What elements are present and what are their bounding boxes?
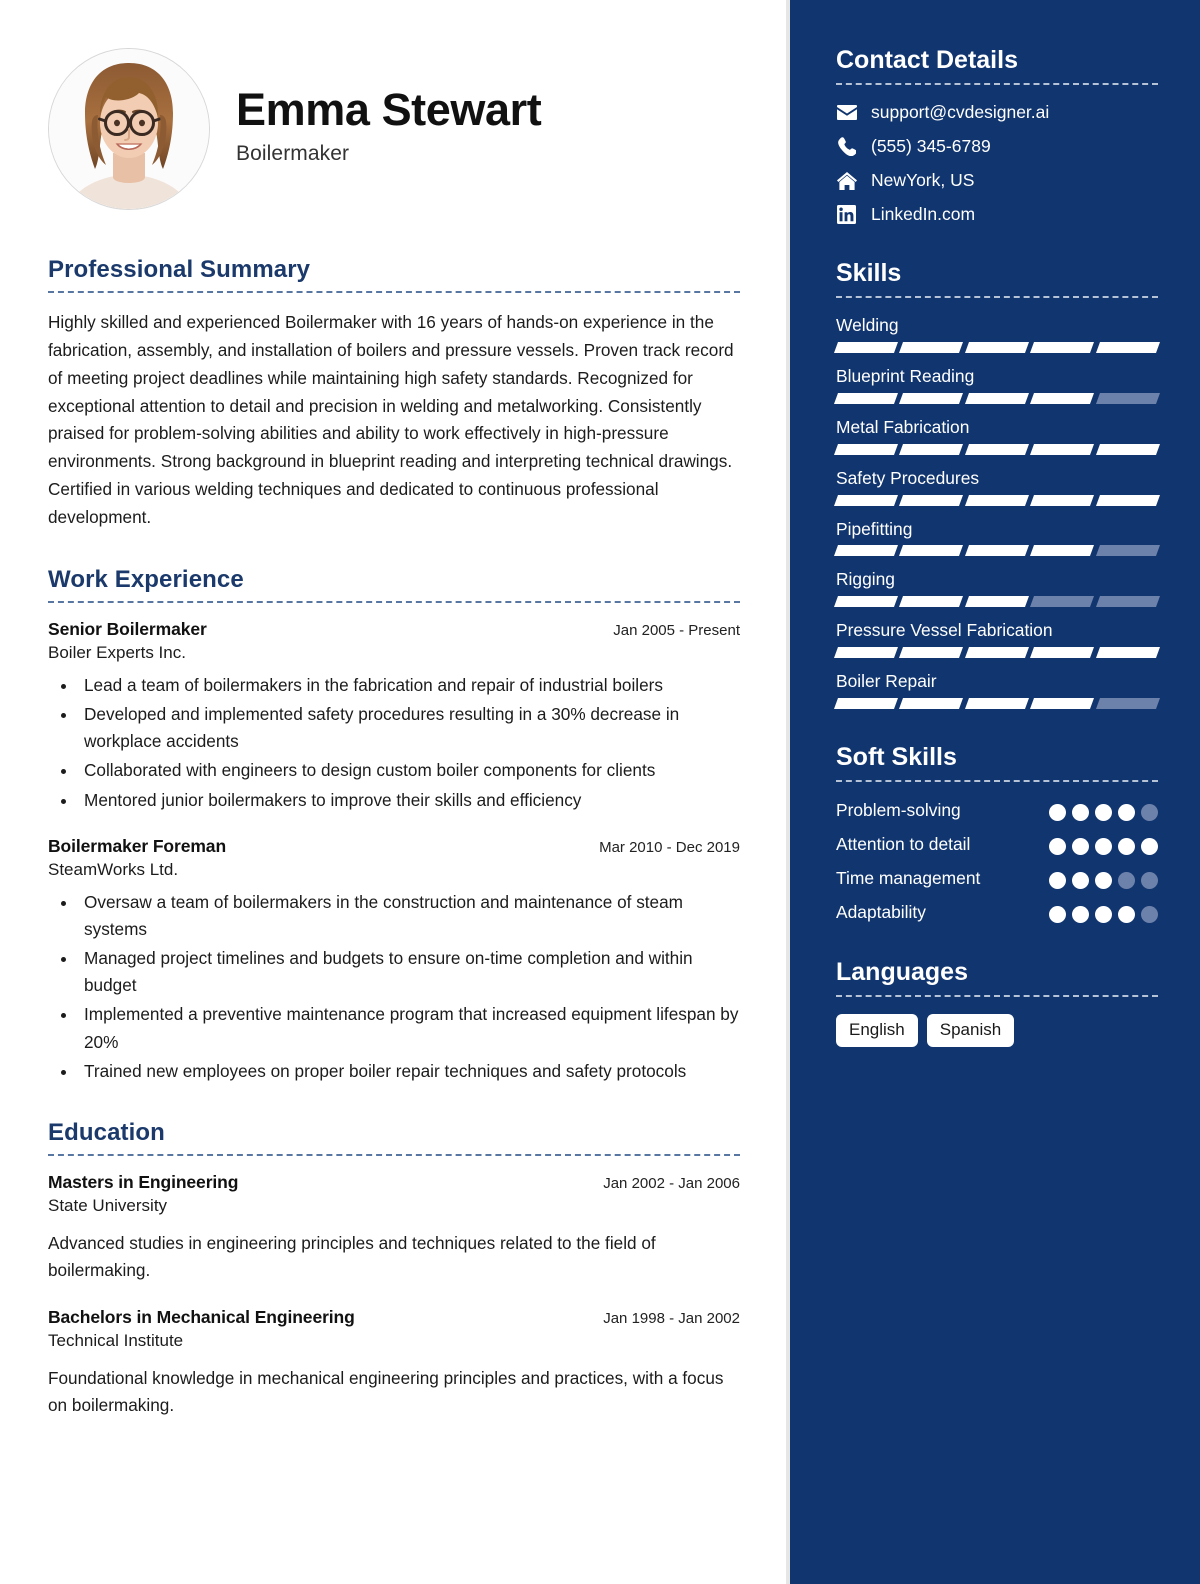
skill-segment	[965, 495, 1029, 506]
skill-segment	[1096, 698, 1160, 709]
skill-segment	[899, 545, 963, 556]
avatar	[48, 48, 210, 210]
institution-name: State University	[48, 1195, 168, 1215]
skill-segment	[1030, 698, 1094, 709]
skill-segment	[1096, 342, 1160, 353]
skill-row	[836, 468, 1158, 506]
skill-segment	[1030, 342, 1094, 353]
phone-icon	[836, 136, 857, 157]
summary-text: Highly skilled and experienced Boilermaker with 16 years of hands-on experience in the fabrication, assembly, and installation of boilers and pressure vessels. Proven track record of meeting project deadlines while maintaining high safety standards. Recognized for exceptional attention to detail and precision in welding and metalworking. Consistently praised for problem-solving abilities and ability to work effectively in high-pressure environments. Strong background in blueprint reading and interpreting technical drawings. Certified in various welding techniques and dedicated to continuous professional development.	[48, 312, 734, 528]
skill-segment	[1096, 444, 1160, 455]
skill-segment	[834, 342, 898, 353]
sidebar-title: Languages	[836, 957, 968, 986]
contact-value: (555) 345-6789	[871, 136, 991, 156]
skill-segment	[1030, 444, 1094, 455]
skill-bar	[836, 495, 1158, 506]
sidebar-section-skills	[836, 259, 1158, 709]
entry-header	[48, 836, 740, 857]
institution-name: Technical Institute	[48, 1330, 184, 1350]
skill-row	[836, 366, 1158, 404]
rating-dot	[1095, 872, 1112, 889]
rating-dot	[1049, 838, 1066, 855]
rating-dot	[1095, 804, 1112, 821]
skill-segment	[1096, 596, 1160, 607]
rating-dot	[1049, 804, 1066, 821]
skill-bar	[836, 596, 1158, 607]
work-entry	[48, 836, 740, 1085]
skill-segment	[834, 647, 898, 658]
skill-segment	[1096, 647, 1160, 658]
skill-row	[836, 315, 1158, 353]
job-bullets	[78, 672, 740, 814]
home-icon	[836, 170, 857, 191]
contact-value: support@cvdesigner.ai	[871, 102, 1050, 122]
soft-skill-label: Attention to detail	[836, 833, 971, 854]
sidebar-title: Contact Details	[836, 46, 1018, 74]
education-entry	[48, 1172, 740, 1285]
skill-label: Metal Fabrication	[836, 416, 970, 437]
skill-row	[836, 569, 1158, 607]
skill-label: Welding	[836, 315, 899, 335]
skill-segment	[965, 647, 1029, 658]
skill-bar	[836, 444, 1158, 455]
soft-skill-row	[836, 901, 1158, 924]
skill-segment	[834, 545, 898, 556]
skill-label: Pipefitting	[836, 518, 913, 539]
skill-segment	[834, 444, 898, 455]
work-entry	[48, 619, 740, 814]
job-date: Jan 2005 - Present	[613, 621, 740, 639]
degree-description: Foundational knowledge in mechanical engineering principles and practices, with a focus on boilermaking.	[48, 1367, 724, 1416]
section-title: Work Experience	[48, 565, 244, 593]
job-title: Boilermaker	[236, 142, 350, 166]
degree-date: Jan 1998 - Jan 2002	[603, 1309, 740, 1327]
skill-segment	[965, 596, 1029, 607]
skill-segment	[1030, 545, 1094, 556]
bullet-item: • Lead a team of boilermakers in the fabrication and repair of industrial boilers	[78, 672, 740, 699]
bullet-item: • Developed and implemented safety procedures resulting in a 30% decrease in workplace accidents	[78, 701, 740, 755]
skill-segment	[1030, 596, 1094, 607]
section-professional-summary	[48, 256, 740, 532]
skill-bar	[836, 393, 1158, 404]
profile-photo-illustration	[49, 49, 209, 209]
bullet-item: • Oversaw a team of boilermakers in the construction and maintenance of steam systems	[78, 889, 740, 943]
bullet-item: • Mentored junior boilermakers to improve their skills and efficiency	[78, 787, 740, 814]
entry-header	[48, 619, 740, 640]
skill-segment	[965, 698, 1029, 709]
skill-row	[836, 620, 1158, 658]
rating-dot	[1141, 838, 1158, 855]
rating-dot	[1118, 906, 1135, 923]
job-date: Mar 2010 - Dec 2019	[599, 838, 740, 856]
sidebar-divider	[836, 83, 1158, 85]
education-entry	[48, 1307, 740, 1420]
rating-dot	[1141, 906, 1158, 923]
section-divider	[48, 291, 740, 293]
skill-segment	[899, 342, 963, 353]
skill-segment	[1030, 495, 1094, 506]
skill-segment	[899, 444, 963, 455]
soft-skill-row	[836, 799, 1158, 822]
section-divider	[48, 1154, 740, 1156]
contact-value: LinkedIn.com	[871, 204, 976, 224]
skill-bar	[836, 545, 1158, 556]
skill-row	[836, 519, 1158, 557]
sidebar-divider	[836, 995, 1158, 997]
resume-header	[48, 48, 740, 210]
soft-skill-dots	[1049, 867, 1158, 889]
rating-dot	[1118, 838, 1135, 855]
skill-segment	[1096, 393, 1160, 404]
sidebar-section-contact	[836, 46, 1158, 225]
language-chip[interactable]: Spanish	[927, 1014, 1014, 1047]
soft-skill-row	[836, 867, 1158, 890]
rating-dot	[1118, 872, 1135, 889]
skill-segment	[1030, 393, 1094, 404]
skill-segment	[834, 495, 898, 506]
contact-list	[836, 102, 1158, 225]
soft-skill-dots	[1049, 901, 1158, 923]
skill-segment	[899, 698, 963, 709]
degree-name: Bachelors in Mechanical Engineering	[48, 1306, 355, 1327]
rating-dot	[1141, 872, 1158, 889]
linkedin-icon	[836, 204, 857, 225]
soft-skill-dots	[1049, 799, 1158, 821]
soft-skill-dots	[1049, 833, 1158, 855]
skill-segment	[899, 596, 963, 607]
degree-name: Masters in Engineering	[48, 1171, 239, 1192]
skill-segment	[965, 342, 1029, 353]
skill-row	[836, 417, 1158, 455]
bullet-item: • Collaborated with engineers to design custom boiler components for clients	[78, 757, 740, 784]
sidebar-section-soft-skills	[836, 743, 1158, 924]
skill-label: Blueprint Reading	[836, 365, 975, 386]
skill-segment	[1096, 495, 1160, 506]
language-chip-list	[836, 1014, 1158, 1047]
bullet-item: • Managed project timelines and budgets to ensure on-time completion and within budget	[78, 945, 740, 999]
email-icon	[836, 102, 857, 123]
soft-skill-row	[836, 833, 1158, 856]
rating-dot	[1072, 838, 1089, 855]
soft-skill-label: Time management	[836, 867, 981, 888]
job-bullets	[78, 889, 740, 1085]
entry-header	[48, 1307, 740, 1328]
section-education	[48, 1119, 740, 1420]
skill-segment	[965, 393, 1029, 404]
skill-bar	[836, 698, 1158, 709]
rating-dot	[1141, 804, 1158, 821]
rating-dot	[1095, 838, 1112, 855]
sidebar-title: Skills	[836, 259, 902, 287]
skill-bar	[836, 647, 1158, 658]
skill-segment	[834, 596, 898, 607]
degree-date: Jan 2002 - Jan 2006	[603, 1174, 740, 1192]
job-organization: Boiler Experts Inc.	[48, 642, 186, 662]
sidebar-title: Soft Skills	[836, 743, 957, 771]
rating-dot	[1095, 906, 1112, 923]
rating-dot	[1072, 872, 1089, 889]
skill-label: Rigging	[836, 569, 895, 590]
skill-segment	[834, 698, 898, 709]
job-organization: SteamWorks Ltd.	[48, 859, 179, 879]
contact-item-email[interactable]	[836, 102, 1158, 123]
job-role: Boilermaker Foreman	[48, 835, 227, 856]
skill-row	[836, 671, 1158, 709]
bullet-item: • Trained new employees on proper boiler repair techniques and safety protocols	[78, 1058, 740, 1085]
section-title: Professional Summary	[48, 256, 311, 283]
contact-item-location[interactable]	[836, 170, 1158, 191]
skill-segment	[965, 545, 1029, 556]
contact-item-phone[interactable]	[836, 136, 1158, 157]
full-name: Emma Stewart	[236, 83, 542, 135]
skill-segment	[1030, 647, 1094, 658]
entry-header	[48, 1172, 740, 1193]
rating-dot	[1118, 804, 1135, 821]
skill-segment	[899, 495, 963, 506]
skill-label: Safety Procedures	[836, 467, 980, 488]
skill-segment	[834, 393, 898, 404]
section-work-experience	[48, 566, 740, 1085]
name-block	[236, 83, 542, 173]
sidebar-divider	[836, 780, 1158, 782]
skill-segment	[899, 393, 963, 404]
rating-dot	[1072, 804, 1089, 821]
sidebar-section-languages	[836, 958, 1158, 1047]
contact-value: NewYork, US	[871, 170, 975, 190]
job-role: Senior Boilermaker	[48, 618, 207, 639]
sidebar-divider	[836, 296, 1158, 298]
language-chip[interactable]: English	[836, 1014, 918, 1047]
skill-segment	[1096, 545, 1160, 556]
contact-item-linkedin[interactable]	[836, 204, 1158, 225]
soft-skill-label: Problem-solving	[836, 800, 961, 820]
rating-dot	[1049, 872, 1066, 889]
bullet-item: • Implemented a preventive maintenance program that increased equipment lifespan by 20%	[78, 1001, 740, 1055]
soft-skill-label: Adaptability	[836, 901, 926, 922]
rating-dot	[1072, 906, 1089, 923]
section-divider	[48, 601, 740, 603]
skill-segment	[899, 647, 963, 658]
rating-dot	[1049, 906, 1066, 923]
section-title: Education	[48, 1118, 165, 1146]
skill-bar	[836, 342, 1158, 353]
sidebar	[786, 0, 1200, 1584]
skill-label: Pressure Vessel Fabrication	[836, 620, 1053, 641]
skill-segment	[965, 444, 1029, 455]
skill-label: Boiler Repair	[836, 671, 937, 692]
degree-description: Advanced studies in engineering principles and techniques related to the field of boilermaking.	[48, 1232, 656, 1281]
